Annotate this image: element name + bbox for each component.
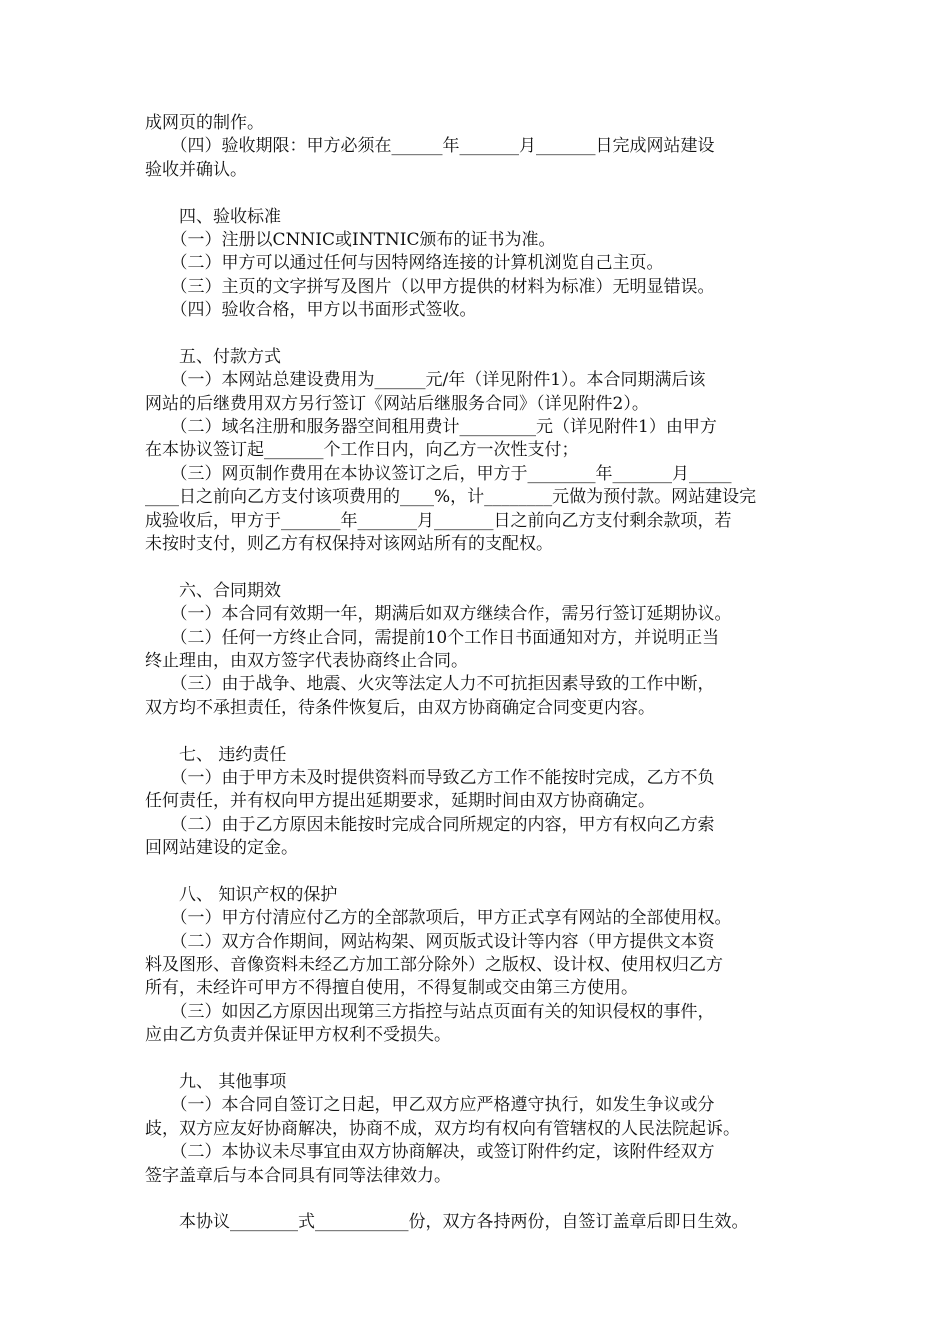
text-line: 双方均不承担责任，待条件恢复后，由双方协商确定合同变更内容。 [145, 697, 655, 718]
text-line: （一）由于甲方未及时提供资料而导致乙方工作不能按时完成，乙方不负 [145, 767, 715, 788]
text-line: （一）注册以CNNIC或INTNIC颁布的证书为准。 [145, 229, 556, 250]
text-line: （三）主页的文字拼写及图片（以甲方提供的材料为标准）无明显错误。 [145, 276, 715, 297]
text-line: 四、验收标准 [145, 206, 281, 227]
text-line: 料及图形、音像资料未经乙方加工部分除外）之版权、设计权、使用权归乙方 [145, 955, 723, 976]
text-line: （一）本合同有效期一年，期满后如双方继续合作，需另行签订延期协议。 [145, 604, 732, 625]
blank-line [145, 720, 813, 743]
text-line: 本协议________式___________份，双方各持两份，自签订盖章后即日生效。 [145, 1212, 749, 1233]
text-line: 未按时支付，则乙方有权保持对该网站所有的支配权。 [145, 534, 553, 555]
text-line: （一）甲方付清应付乙方的全部款项后，甲方正式享有网站的全部使用权。 [145, 908, 732, 929]
text-line: （二）任何一方终止合同，需提前10个工作日书面通知对方，并说明正当 [145, 627, 720, 648]
text-line: 任何责任，并有权向甲方提出延期要求，延期时间由双方协商确定。 [145, 791, 655, 812]
text-line: 歧，双方应友好协商解决，协商不成，双方均有权向有管辖权的人民法院起诉。 [145, 1118, 740, 1139]
text-line: ____日之前向乙方支付该项费用的____%，计________元做为预付款。网站建设完 [145, 487, 757, 508]
text-line: 终止理由，由双方签字代表协商终止合同。 [145, 650, 468, 671]
blank-line [145, 323, 813, 346]
text-line: 成验收后，甲方于_______年_______月_______日之前向乙方支付剩余款项，若 [145, 510, 732, 531]
text-line: （三）网页制作费用在本协议签订之后，甲方于________年_______月_____ [145, 463, 732, 484]
text-line: 五、付款方式 [145, 346, 281, 367]
text-line: （二）由于乙方原因未能按时完成合同所规定的内容，甲方有权向乙方索 [145, 814, 715, 835]
text-line: 验收并确认。 [145, 159, 247, 180]
text-line: （三）由于战争、地震、火灾等法定人力不可抗拒因素导致的工作中断， [145, 674, 715, 695]
blank-line [145, 1048, 813, 1071]
text-line: （三）如因乙方原因出现第三方指控与站点页面有关的知识侵权的事件， [145, 1001, 715, 1022]
blank-line [145, 182, 813, 205]
contract-text [145, 112, 813, 1235]
text-line: 签字盖章后与本合同具有同等法律效力。 [145, 1165, 451, 1186]
text-line: 回网站建设的定金。 [145, 838, 298, 859]
text-line: （二）域名注册和服务器空间租用费计_________元（详见附件1）由甲方 [145, 417, 717, 438]
text-line: 网站的后继费用双方另行签订《网站后继服务合同》（详见附件2）。 [145, 393, 649, 414]
text-line: 在本协议签订起_______个工作日内，向乙方一次性支付； [145, 440, 579, 461]
blank-line [145, 1188, 813, 1211]
text-line: （一）本合同自签订之日起，甲乙双方应严格遵守执行，如发生争议或分 [145, 1095, 715, 1116]
text-line: （二）双方合作期间，网站构架、网页版式设计等内容（甲方提供文本资 [145, 931, 715, 952]
text-line: 九、 其他事项 [145, 1072, 287, 1093]
text-line: （二）甲方可以通过任何与因特网络连接的计算机浏览自己主页。 [145, 253, 664, 274]
text-line: （二）本协议未尽事宜由双方协商解决，或签订附件约定，该附件经双方 [145, 1142, 715, 1163]
text-line: 六、合同期效 [145, 580, 281, 601]
text-line: 所有，未经许可甲方不得擅自使用，不得复制或交由第三方使用。 [145, 978, 638, 999]
blank-line [145, 861, 813, 884]
text-line: （四）验收合格，甲方以书面形式签收。 [145, 300, 477, 321]
text-line: 七、 违约责任 [145, 744, 287, 765]
text-line: 八、 知识产权的保护 [145, 884, 338, 905]
text-line: 应由乙方负责并保证甲方权利不受损失。 [145, 1025, 451, 1046]
text-line: 成网页的制作。 [145, 113, 264, 133]
blank-line [145, 556, 813, 579]
text-line: （一）本网站总建设费用为______元/年（详见附件1）。本合同期满后该 [145, 370, 706, 391]
text-line: （四）验收期限：甲方必须在______年_______月_______日完成网站建设 [145, 136, 715, 157]
